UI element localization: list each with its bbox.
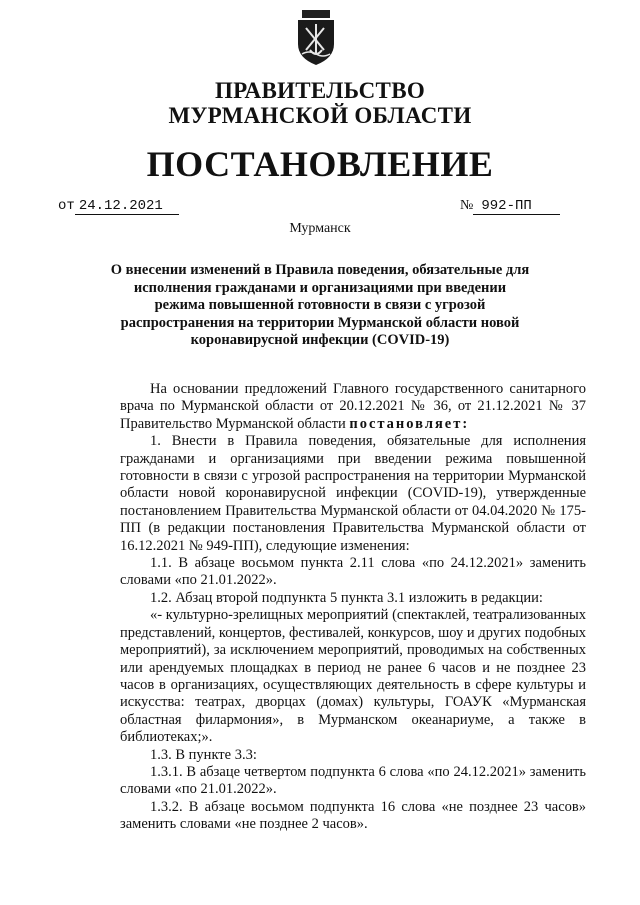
decree-date-row <box>58 198 179 215</box>
item-1-3-1: 1.3.1. В абзаце четвертом подпункта 6 слова «по 24.12.2021» заменить словами «по 21.01.2022». <box>120 763 586 798</box>
decree-number: 992-ПП <box>473 198 559 215</box>
item-1-3: 1.3. В пункте 3.3: <box>150 746 257 763</box>
item-1-1: 1.1. В абзаце восьмом пункта 2.11 слова «по 24.12.2021» заменить словами «по 21.01.2022». <box>120 555 586 589</box>
decree-body <box>120 381 586 834</box>
decree-number-row <box>460 198 560 215</box>
document-type-title: ПОСТАНОВЛЕНИЕ <box>146 144 494 184</box>
decree-subject: О внесении изменений в Правила поведения, обязательные для исполнения гражданами и организациями при введении режима повышенной готовности в связи с угрозой распространения на территории Мурманской области новой коронавирусной инфекции (COVID-19) <box>110 262 530 348</box>
intro-verb: постановляет: <box>349 415 470 432</box>
intro-paragraph <box>120 381 586 433</box>
city-name: Мурманск <box>289 221 351 236</box>
date-prefix: от <box>58 198 75 214</box>
item-1-2: 1.2. Абзац второй подпункта 5 пункта 3.1 изложить в редакции: <box>150 589 543 606</box>
item-1-2-quote: «- культурно-зрелищных мероприятий (спектаклей, театрализованных представлений, концертов, фестивалей, конкурсов, шоу и других подобных мероприятий), за исключением мероприятий, проводимых на собственных или арендуемых площадках в период не ранее 6 часов и не позднее 23 часов в организациях, осуществляющих деятельность в сфере культуры и искусства: театрах, дворцах (домах) культуры, ГОАУК «Мурманская областная филармония», в Мурманском океанариуме, а также в библиотеках;». <box>120 607 586 746</box>
emblem-icon <box>294 10 338 66</box>
item-1: 1. Внести в Правила поведения, обязательные для исполнения гражданами и организациями при введении режима повышенной готовности в связи с угрозой распространения на территории Мурманской области новой коронавирусной инфекции (COVID-19), утвержденные постановлением Правительства Мурманской области от 04.04.2020 № 175-ПП (в редакции постановления Правительства Мурманской области от 16.12.2021 № 949-ПП), следующие изменения: <box>120 433 586 554</box>
government-title-line2: МУРМАНСКОЙ ОБЛАСТИ <box>168 103 472 128</box>
item-1-3-2: 1.3.2. В абзаце восьмом подпункта 16 слова «не позднее 23 часов» заменить словами «не позднее 2 часов». <box>120 798 586 833</box>
number-prefix: № <box>460 198 474 213</box>
intro-text: На основании предложений Главного государственного санитарного врача по Мурманской области от 20.12.2021 № 36, от 21.12.2021 № 37 Правительство Мурманской области <box>120 381 586 432</box>
government-title-line1: ПРАВИТЕЛЬСТВО <box>214 78 426 103</box>
decree-date: 24.12.2021 <box>75 198 179 215</box>
